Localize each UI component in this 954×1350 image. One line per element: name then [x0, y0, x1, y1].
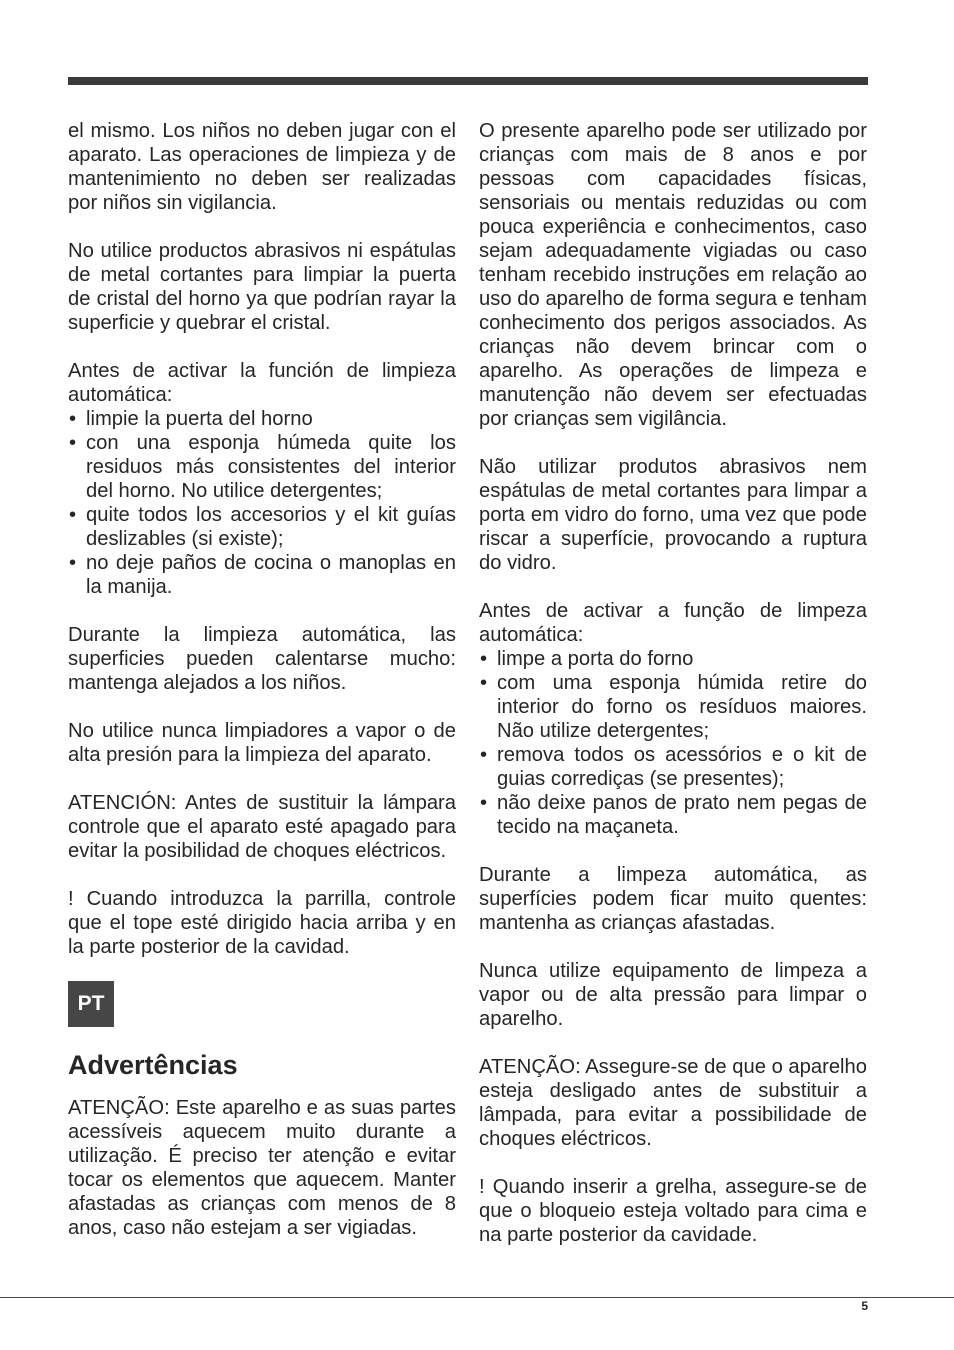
paragraph: ! Cuando introduzca la parrilla, controle que el tope esté dirigido hacia arriba y en la parte posterior de la cavidad. [68, 888, 456, 958]
paragraph: No utilice nunca limpiadores a vapor o de alta presión para la limpieza del aparato. [68, 720, 456, 766]
paragraph: Não utilizar produtos abrasivos nem espátulas de metal cortantes para limpar a porta em vidro do forno, uma vez que pode riscar a superfície, provocando a ruptura do vidro. [479, 456, 867, 574]
paragraph: O presente aparelho pode ser utilizado por crianças com mais de 8 anos e por pessoas com capacidades físicas, sensoriais ou mentais reduzidas ou com pouca experiência e conhecimentos, caso sejam adequadamente vigiadas ou caso tenham recebido instruções em relação ao uso do aparelho de forma segura e tenham conhecimento dos perigos associados. As crianças não devem brincar com o aparelho. As operações de limpeza e manutenção não devem ser efectuadas por crianças sem vigilância. [479, 120, 867, 430]
list-item: • não deixe panos de prato nem pegas de tecido na maçaneta. [479, 791, 867, 839]
bullet-list [68, 407, 456, 599]
paragraph: Antes de activar la función de limpieza automática: [68, 360, 456, 406]
list-item: • com uma esponja húmida retire do interior do forno os resíduos maiores. Não utilize detergentes; [479, 671, 867, 743]
paragraph: No utilice productos abrasivos ni espátulas de metal cortantes para limpiar la puerta de cristal del horno ya que podrían rayar la superficie y quebrar el cristal. [68, 240, 456, 334]
list-item: • quite todos los accesorios y el kit guías deslizables (si existe); [68, 503, 456, 551]
page-number: 5 [861, 1299, 868, 1313]
paragraph: el mismo. Los niños no deben jugar con el aparato. Las operaciones de limpieza y de mantenimiento no deben ser realizadas por niños sin vigilancia. [68, 120, 456, 214]
paragraph: Durante la limpieza automática, las superficies pueden calentarse mucho: mantenga alejados a los niños. [68, 624, 456, 694]
list-item: • remova todos os acessórios e o kit de guias corrediças (se presentes); [479, 743, 867, 791]
header-bar [68, 77, 868, 85]
language-badge: PT [68, 981, 114, 1027]
footer-rule [0, 1297, 954, 1298]
paragraph: ATENCIÓN: Antes de sustituir la lámpara controle que el aparato esté apagado para evitar la posibilidad de choques eléctricos. [68, 792, 456, 862]
paragraph: ATENÇÃO: Assegure-se de que o aparelho esteja desligado antes de substituir a lâmpada, para evitar a possibilidade de choques eléctricos. [479, 1056, 867, 1150]
paragraph: Nunca utilize equipamento de limpeza a vapor ou de alta pressão para limpar o aparelho. [479, 960, 867, 1030]
right-column [479, 119, 867, 1247]
list-item: • con una esponja húmeda quite los residuos más consistentes del interior del horno. No utilice detergentes; [68, 431, 456, 503]
paragraph: Antes de activar a função de limpeza automática: [479, 600, 867, 646]
section-title: Advertências [68, 1050, 238, 1080]
left-column [68, 119, 456, 1240]
list-item: • no deje paños de cocina o manoplas en la manija. [68, 551, 456, 599]
paragraph: ATENÇÃO: Este aparelho e as suas partes acessíveis aquecem muito durante a utilização. É preciso ter atenção e evitar tocar os elementos que aquecem. Manter afastadas as crianças com menos de 8 anos, caso não estejam a ser vigiadas. [68, 1097, 456, 1239]
list-item: • limpe a porta do forno [479, 647, 867, 671]
list-item: • limpie la puerta del horno [68, 407, 456, 431]
paragraph: Durante a limpeza automática, as superfícies podem ficar muito quentes: mantenha as crianças afastadas. [479, 864, 867, 934]
bullet-list [479, 647, 867, 839]
paragraph: ! Quando inserir a grelha, assegure-se de que o bloqueio esteja voltado para cima e na parte posterior da cavidade. [479, 1176, 867, 1246]
